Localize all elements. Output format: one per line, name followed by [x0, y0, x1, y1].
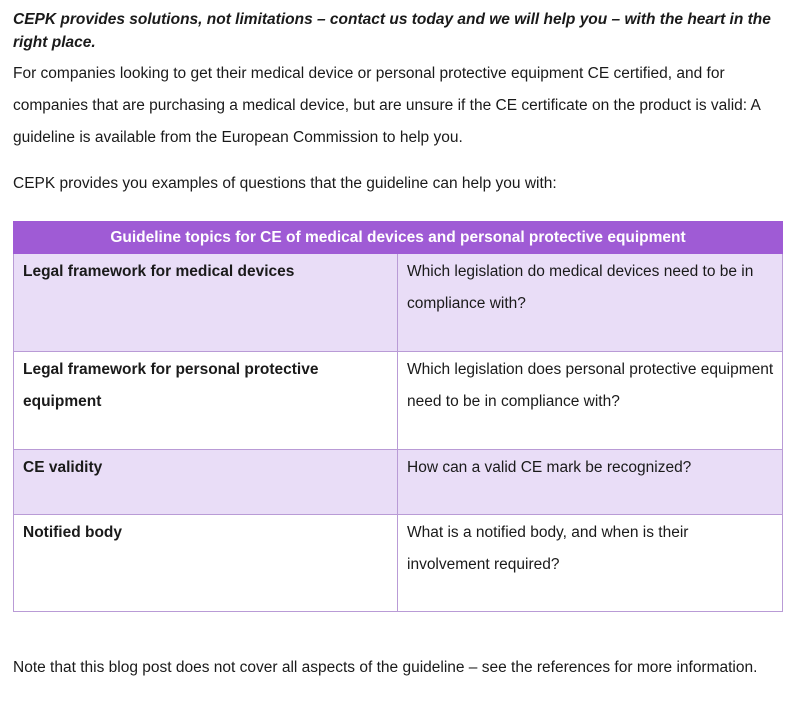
table-row: [14, 254, 783, 352]
document-body: [13, 0, 783, 676]
topic-cell: Notified body: [14, 515, 398, 612]
topic-cell: Legal framework for medical devices: [14, 254, 398, 352]
table-row: [14, 450, 783, 515]
table-header: Guideline topics for CE of medical devices and personal protective equipment: [14, 222, 783, 254]
guideline-topics-table: [13, 221, 783, 612]
table-row: [14, 515, 783, 612]
intro-paragraph: For companies looking to get their medical device or personal protective equipment CE certified, and for companies that are purchasing a medical device, but are unsure if the CE certificate on the product is valid: A guideline is available from the European Commission to help you.: [13, 65, 760, 146]
closing-note: Note that this blog post does not cover all aspects of the guideline – see the references for more information.: [13, 659, 758, 676]
intro-lead-in: CEPK provides you examples of questions that the guideline can help you with:: [13, 175, 557, 192]
intro-tagline: CEPK provides solutions, not limitations – contact us today and we will help you – with the heart in the right place.: [13, 11, 771, 51]
question-cell: What is a notified body, and when is their involvement required?: [398, 515, 783, 612]
table-row: [14, 352, 783, 450]
question-cell: Which legislation does personal protective equipment need to be in compliance with?: [398, 352, 783, 450]
topic-cell: CE validity: [14, 450, 398, 515]
topic-cell: Legal framework for personal protective equipment: [14, 352, 398, 450]
question-cell: How can a valid CE mark be recognized?: [398, 450, 783, 515]
question-cell: Which legislation do medical devices need to be in compliance with?: [398, 254, 783, 352]
